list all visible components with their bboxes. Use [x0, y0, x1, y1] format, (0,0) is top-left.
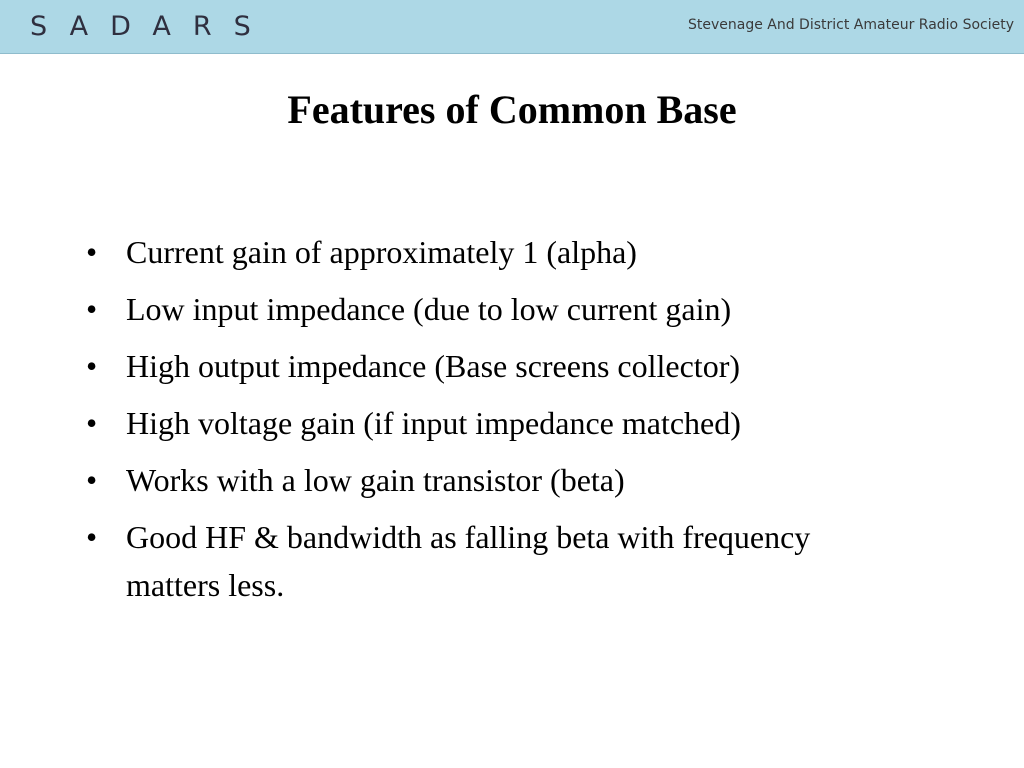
society-name: Stevenage And District Amateur Radio Society	[687, 17, 1014, 33]
bullet-marker: •	[86, 462, 98, 498]
bullet-marker: •	[86, 348, 98, 384]
bullet-list	[86, 228, 966, 618]
bullet-text: High output impedance (Base screens collector)	[126, 348, 740, 384]
bullet-text: Low input impedance (due to low current gain)	[126, 291, 732, 327]
bullet-item	[86, 513, 966, 609]
bullet-text: Current gain of approximately 1 (alpha)	[126, 234, 637, 270]
slide-title: Features of Common Base	[287, 87, 737, 132]
bullet-item	[86, 342, 966, 390]
bullet-marker: •	[86, 234, 98, 270]
bullet-marker: •	[86, 405, 98, 441]
bullet-item	[86, 456, 966, 504]
bullet-marker: •	[86, 519, 98, 555]
bullet-text: Good HF & bandwidth as falling beta with frequency matters less.	[126, 519, 811, 603]
bullet-text: Works with a low gain transistor (beta)	[126, 462, 625, 498]
bullet-marker: •	[86, 291, 98, 327]
bullet-item	[86, 285, 966, 333]
header-band	[0, 0, 1024, 54]
bullet-text: High voltage gain (if input impedance matched)	[126, 405, 741, 441]
bullet-item	[86, 399, 966, 447]
bullet-item	[86, 228, 966, 276]
brand-logo: SADARS	[30, 11, 273, 42]
